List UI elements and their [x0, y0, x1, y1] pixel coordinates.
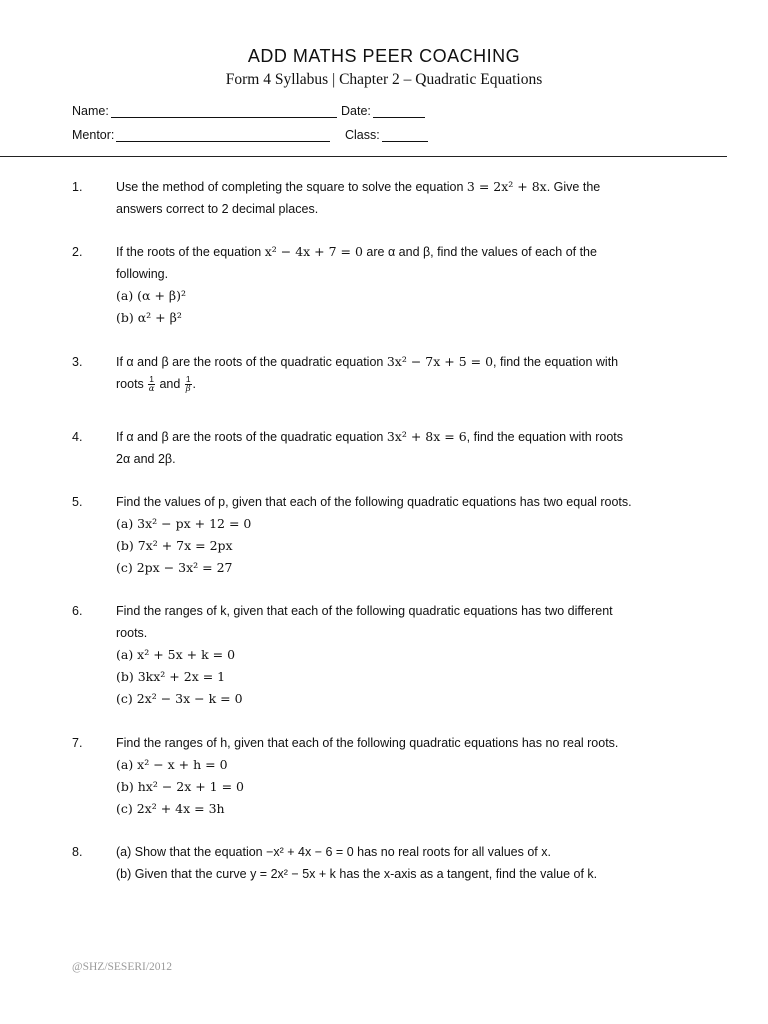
q2-equation: x² − 4x + 7 = 0 — [264, 244, 363, 259]
mentor-line[interactable] — [116, 129, 330, 142]
question-number: 8. — [72, 845, 83, 859]
question-number: 7. — [72, 736, 83, 750]
name-line[interactable] — [111, 105, 337, 118]
q1-line-2: answers correct to 2 decimal places. — [116, 202, 319, 216]
date-field[interactable] — [341, 104, 425, 118]
question-1 — [72, 176, 692, 220]
q3-text-a: If α and β are the roots of the quadratic equation — [116, 355, 387, 369]
q7-part-b: (b) hx² − 2x + 1 = 0 — [116, 779, 245, 794]
q2-part-b: (b) α² + β² — [116, 310, 182, 325]
q5-part-b: (b) 7x² + 7x = 2px — [116, 538, 233, 553]
q6-part-c: (c) 2x² − 3x − k = 0 — [116, 691, 243, 706]
question-2 — [72, 241, 692, 329]
q4-equation: 3x² + 8x = 6 — [386, 429, 467, 444]
q6-text: Find the ranges of k, given that each of the following quadratic equations has two different — [116, 604, 613, 618]
mentor-label: Mentor: — [72, 128, 115, 142]
q6-part-b: (b) 3kx² + 2x = 1 — [116, 669, 226, 684]
page-subtitle: Form 4 Syllabus | Chapter 2 – Quadratic Equations — [225, 71, 543, 88]
q2-text-a: If the roots of the equation — [116, 245, 265, 259]
question-3: 3. If α and β are the roots of the quadratic equation 3x² − 7x + 5 = 0, find the equation with roots $\frac{1}{\alpha}$ and $\frac{1}{\beta}$ . — [72, 351, 692, 395]
fraction-numerator: 1 — [185, 374, 191, 385]
q7-part-a: (a) x² − x + h = 0 — [116, 757, 228, 772]
q1-equation: 3 = 2x² + 8x — [466, 179, 547, 194]
q8-part-a: (a) Show that the equation −x² + 4x − 6 = 0 has no real roots for all values of x. — [116, 845, 551, 859]
header-divider — [0, 156, 727, 157]
q6-part-a: (a) x² + 5x + k = 0 — [116, 647, 236, 662]
date-line[interactable] — [373, 105, 425, 118]
fraction-numerator: 1 — [149, 374, 154, 385]
q5-part-c: (c) 2px − 3x² = 27 — [116, 560, 233, 575]
question-number: 4. — [72, 430, 83, 444]
q3-text-b: , find the equation with — [493, 355, 619, 369]
name-field[interactable] — [72, 104, 337, 118]
fraction-denominator: α — [148, 384, 155, 395]
q2-text-b: are α and β, find the values of each of the — [362, 245, 597, 259]
q2-part-a: (a) (α + β)² — [116, 288, 187, 303]
date-label: Date: — [341, 104, 371, 118]
question-7 — [72, 732, 692, 820]
q3-and: and — [156, 377, 184, 391]
q3-equation: 3x² − 7x + 5 = 0 — [386, 354, 494, 369]
q2-line-2: following. — [116, 267, 169, 281]
question-6 — [72, 600, 692, 710]
q7-text: Find the ranges of h, given that each of the following quadratic equations has no real roots. — [116, 736, 619, 750]
q5-part-a: (a) 3x² − px + 12 = 0 — [116, 516, 252, 531]
name-label: Name: — [72, 104, 109, 118]
footer-copyright: @SHZ/SESERI/2012 — [72, 961, 173, 973]
question-number: 6. — [72, 604, 83, 618]
question-5 — [72, 491, 692, 579]
question-number: 2. — [72, 245, 83, 259]
q4-text-a: If α and β are the roots of the quadratic equation — [116, 430, 387, 444]
page-title: ADD MATHS PEER COACHING — [247, 46, 521, 66]
question-number: 3. — [72, 355, 83, 369]
question-4 — [72, 426, 692, 470]
q4-text-b: , find the equation with roots — [466, 430, 624, 444]
fraction-one-over-alpha — [148, 375, 155, 394]
q4-line-2: 2α and 2β. — [116, 452, 176, 466]
question-8 — [72, 841, 692, 885]
q8-part-b: (b) Given that the curve y = 2x² − 5x + k has the x-axis as a tangent, find the value of k. — [116, 867, 598, 881]
q1-text-b: . Give the — [546, 180, 601, 194]
q5-text: Find the values of p, given that each of the following quadratic equations has two equal roots. — [116, 495, 632, 509]
mentor-field[interactable] — [72, 128, 330, 142]
fraction-one-over-beta — [185, 375, 192, 394]
class-field[interactable] — [345, 128, 428, 142]
q7-part-c: (c) 2x² + 4x = 3h — [116, 801, 225, 816]
question-number: 1. — [72, 180, 83, 194]
fraction-denominator: β — [185, 384, 191, 395]
question-number: 5. — [72, 495, 83, 509]
q3-roots-label: roots — [116, 377, 148, 391]
q1-text-a: Use the method of completing the square to solve the equation — [116, 180, 467, 194]
class-line[interactable] — [382, 129, 428, 142]
q6-line-2: roots. — [116, 626, 148, 640]
class-label: Class: — [345, 128, 380, 142]
